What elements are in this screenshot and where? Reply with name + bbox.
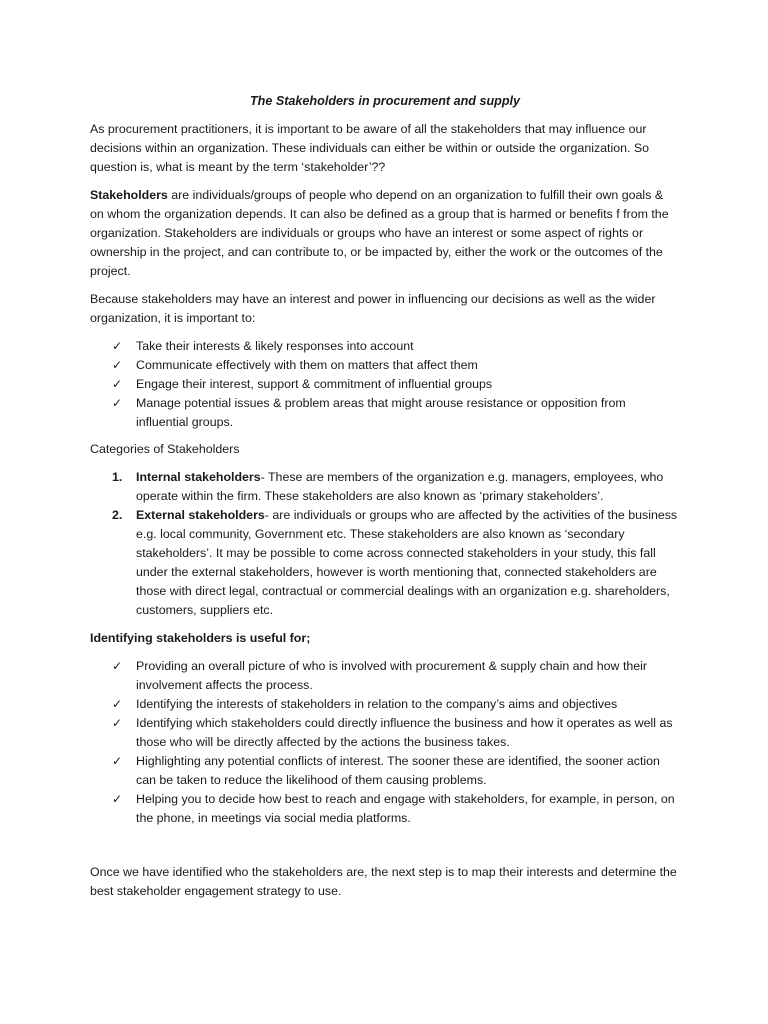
checkmark-icon: ✓ <box>112 792 123 806</box>
checkmark-icon: ✓ <box>112 358 123 372</box>
spacer <box>90 836 680 863</box>
identifying-heading: Identifying stakeholders is useful for; <box>90 631 311 645</box>
closing-paragraph: Once we have identified who the stakeholders are, the next step is to map their interests and determine the best stakeholder engagement strategy to use. <box>90 865 677 898</box>
category-number: 1. <box>112 470 123 484</box>
category-text: - These are members of the organization e.g. managers, employees, who operate within the firm. These stakeholders are also known as ‘primary stakeholders’. <box>136 470 664 503</box>
category-number: 2. <box>112 508 123 522</box>
list-item: ✓ Highlighting any potential conflicts of interest. The sooner these are identified, the sooner action can be taken to reduce the likelihood of them causing problems. <box>112 754 660 787</box>
list-item: ✓ Identifying which stakeholders could directly influence the business and how it operates as well as those who will be directly affected by the actions the business takes. <box>112 716 673 749</box>
checkmark-icon: ✓ <box>112 754 123 768</box>
checkmark-icon: ✓ <box>112 396 123 410</box>
list-item: ✓ Take their interests & likely responses into account <box>136 337 680 356</box>
important-list <box>90 337 680 432</box>
checkmark-icon: ✓ <box>112 716 123 730</box>
checkmark-icon: ✓ <box>112 377 123 391</box>
category-item <box>112 468 680 506</box>
category-item <box>112 506 680 620</box>
identifying-list <box>90 657 680 828</box>
definition-paragraph <box>90 186 680 281</box>
categories-list <box>90 468 680 620</box>
definition-text: are individuals/groups of people who depend on an organization to fulfill their own goals & on whom the organization depends. It can also be defined as a group that is harmed or benefits f from the organization. Stakeholders are individuals or groups who have an interest or some aspect of rights or ownership in the project, and can contribute to, or be impacted by, either the work or the outcomes of the project. <box>90 188 669 278</box>
intro-paragraph: As procurement practitioners, it is important to be aware of all the stakeholders that may influence our decisions within an organization. These individuals can either be within or outside the organization. So question is, what is meant by the term ‘stakeholder’?? <box>90 122 650 174</box>
checkmark-icon: ✓ <box>112 339 123 353</box>
because-paragraph: Because stakeholders may have an interest and power in influencing our decisions as well as the wider organization, it is important to: <box>90 292 656 325</box>
list-item: ✓ Providing an overall picture of who is involved with procurement & supply chain and how their involvement affects the process. <box>112 659 648 692</box>
checkmark-icon: ✓ <box>112 697 123 711</box>
checkmark-icon: ✓ <box>112 659 123 673</box>
list-item: ✓ Communicate effectively with them on matters that affect them <box>136 356 680 375</box>
category-term: Internal stakeholders <box>136 470 261 484</box>
list-item: ✓ Engage their interest, support & commitment of influential groups <box>136 375 680 394</box>
category-text: - are individuals or groups who are affected by the activities of the business e.g. local community, Government etc. These stakeholders are also known as ‘secondary stakeholders’. It may be possible to come across connected stakeholders in your study, this fall under the external stakeholders, however is worth mentioning that, connected stakeholders are those with direct legal, contractual or commercial dealings with an organization e.g. shareholders, customers, suppliers etc. <box>136 508 678 617</box>
categories-heading: Categories of Stakeholders <box>90 442 240 456</box>
category-term: External stakeholders <box>136 508 265 522</box>
definition-term: Stakeholders <box>90 188 168 202</box>
list-item: ✓ Helping you to decide how best to reach and engage with stakeholders, for example, in person, on the phone, in meetings via social media platforms. <box>112 792 675 825</box>
list-item: ✓ Manage potential issues & problem areas that might arouse resistance or opposition from influential groups. <box>112 396 626 429</box>
list-item: ✓ Identifying the interests of stakeholders in relation to the company’s aims and objectives <box>136 695 680 714</box>
document-title: The Stakeholders in procurement and supply <box>249 94 521 108</box>
